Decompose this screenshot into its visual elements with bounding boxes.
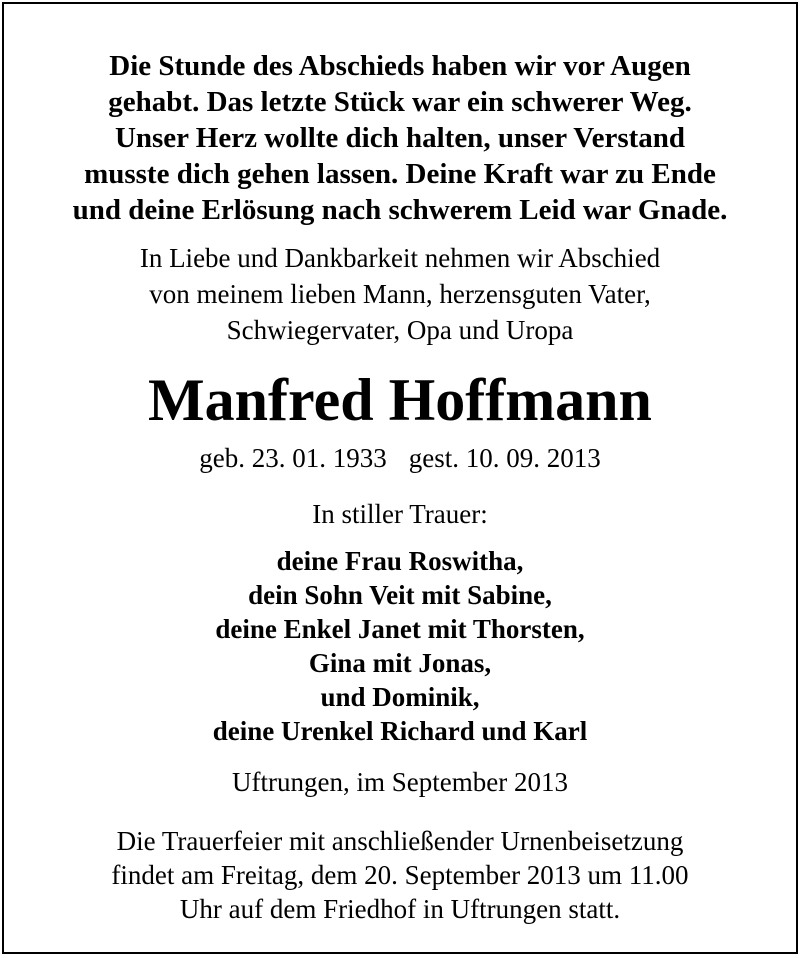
place-and-date: Uftrungen, im September 2013 [232,767,568,797]
intro-line: von meinem lieben Mann, herzensguten Vater, [149,279,651,309]
mourner-line: und Dominik, [320,682,480,712]
mourner-line: Gina mit Jonas, [308,648,492,678]
mourners-list [4,544,796,748]
poem-line: und deine Erlösung nach schwerem Leid war Gnade. [72,194,728,226]
funeral-line: findet am Freitag, dem 20. September 2013 um 11.00 [111,860,689,890]
funeral-info [4,824,796,926]
poem-line: musste dich gehen lassen. Deine Kraft war zu Ende [84,158,716,190]
intro-line: Schwiegervater, Opa und Uropa [226,315,574,345]
birth-date: geb. 23. 01. 1933 [199,443,387,473]
mourning-heading: In stiller Trauer: [312,499,488,529]
poem-line: gehabt. Das letzte Stück war ein schwerer Weg. [108,86,692,118]
mourner-line: deine Urenkel Richard und Karl [212,716,588,746]
intro-line: In Liebe und Dankbarkeit nehmen wir Abschied [139,243,661,273]
funeral-line: Die Trauerfeier mit anschließender Urnenbeisetzung [116,826,684,856]
life-dates [4,440,796,476]
farewell-poem [4,48,796,228]
poem-line: Die Stunde des Abschieds haben wir vor Augen [109,50,691,82]
deceased-name: Manfred Hoffmann [148,367,652,433]
mourner-line: deine Enkel Janet mit Thorsten, [215,614,585,644]
intro-text [4,240,796,348]
death-date: gest. 10. 09. 2013 [408,443,601,473]
mourner-line: dein Sohn Veit mit Sabine, [248,580,552,610]
obituary-notice [2,2,798,954]
funeral-line: Uhr auf dem Friedhof in Uftrungen statt. [179,894,621,924]
poem-line: Unser Herz wollte dich halten, unser Verstand [114,122,686,154]
mourner-line: deine Frau Roswitha, [276,546,524,576]
